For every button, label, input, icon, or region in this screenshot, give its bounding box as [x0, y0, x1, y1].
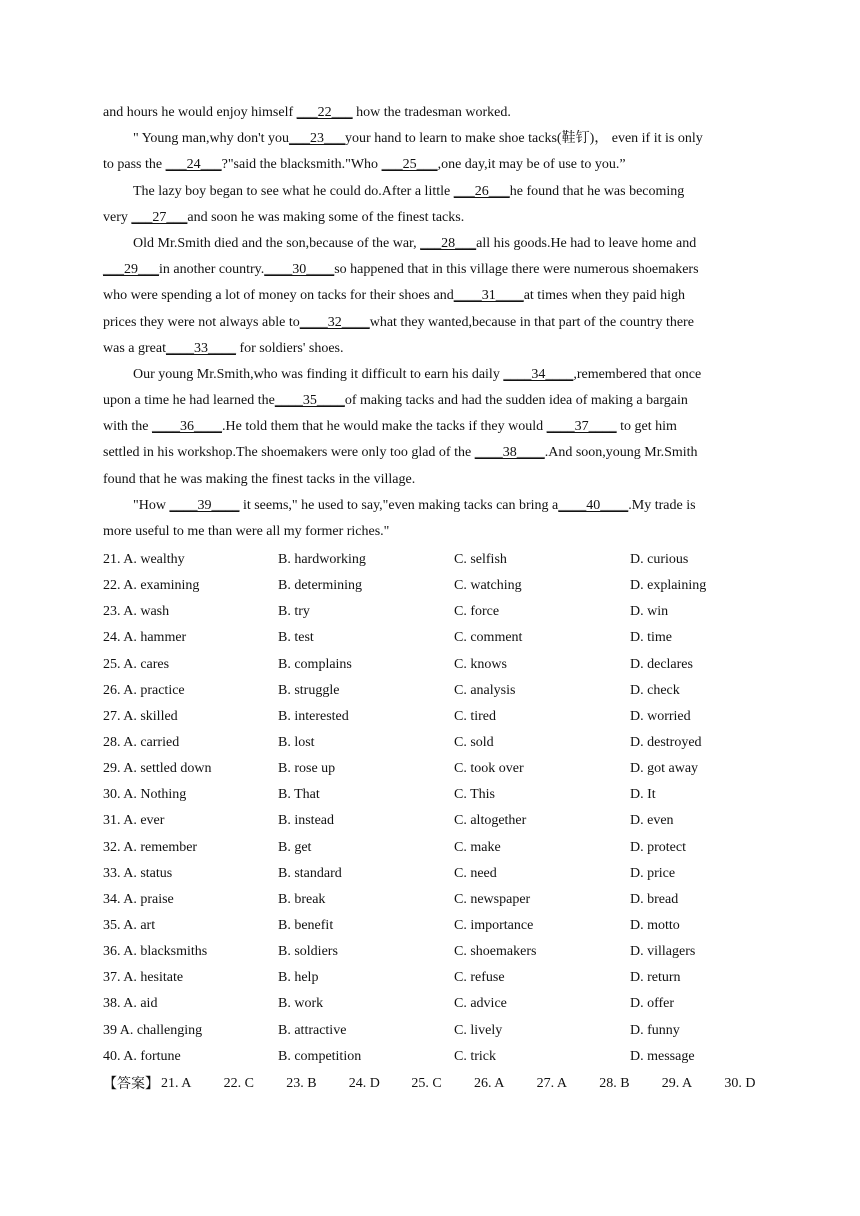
- option-choice: C. make: [454, 839, 501, 855]
- blank-number: ___24___: [165, 157, 222, 173]
- passage-text-segment: ,one day,it may be of use to you.”: [437, 157, 626, 173]
- option-choice: C. knows: [454, 656, 507, 672]
- option-choice: C. comment: [454, 630, 523, 646]
- option-row: [103, 939, 783, 965]
- option-row: [103, 835, 783, 861]
- passage-line: [103, 257, 763, 283]
- passage-line: [103, 336, 763, 362]
- passage-text-segment: Old Mr.Smith died and the son,because of the war,: [133, 235, 421, 251]
- option-choice: B. struggle: [278, 682, 340, 698]
- passage-line: [103, 100, 763, 126]
- option-choice: C. watching: [454, 578, 522, 594]
- option-choice: B. competition: [278, 1048, 362, 1064]
- passage-line: [103, 414, 763, 440]
- option-choice: C. altogether: [454, 813, 527, 829]
- passage-text-segment: your hand to learn to make shoe tacks(鞋钉)， even if it is only: [345, 131, 703, 147]
- passage-text-segment: with the: [103, 419, 152, 435]
- answer-item: 23. B: [286, 1076, 317, 1091]
- option-choice: D. protect: [630, 839, 686, 855]
- blank-number: ____38____: [474, 445, 545, 461]
- option-choice: B. work: [278, 996, 324, 1012]
- option-choice: 24. A. hammer: [103, 630, 187, 646]
- option-choice: B. try: [278, 604, 310, 620]
- option-row: [103, 991, 783, 1017]
- passage-line: [103, 519, 763, 545]
- passage-line: [103, 126, 763, 152]
- option-choice: 28. A. carried: [103, 734, 180, 750]
- blank-number: ____33____: [165, 340, 236, 356]
- blank-number: ___29___: [103, 262, 159, 278]
- option-row: [103, 1018, 783, 1044]
- passage-text-segment: " Young man,why don't you: [133, 131, 290, 147]
- blank-number: ___26___: [453, 183, 510, 199]
- option-choice: D. check: [630, 682, 680, 698]
- option-choice: B. instead: [278, 813, 334, 829]
- passage-text-segment: to pass the: [103, 157, 166, 173]
- blank-number: ____30____: [264, 262, 335, 278]
- option-choice: B. hardworking: [278, 552, 366, 567]
- passage-text-segment: all his goods.He had to leave home and: [476, 235, 697, 251]
- option-row: [103, 730, 783, 756]
- option-choice: B. get: [278, 839, 312, 855]
- option-choice: B. interested: [278, 708, 349, 724]
- option-choice: 36. A. blacksmiths: [103, 944, 208, 960]
- answer-item: 25. C: [411, 1076, 442, 1091]
- passage-line: [103, 205, 763, 231]
- passage-text-segment: what they wanted,because in that part of the country there: [369, 314, 694, 330]
- passage-line: [103, 179, 763, 205]
- option-choice: 35. A. art: [103, 917, 156, 933]
- passage-line: [103, 152, 763, 178]
- passage-text-segment: The lazy boy began to see what he could do.After a little: [133, 183, 454, 199]
- passage-text-segment: ?"said the blacksmith."Who: [221, 157, 382, 173]
- answer-item: 22. C: [223, 1076, 254, 1091]
- passage-text-segment: ,remembered that once: [573, 366, 702, 382]
- option-choice: D. curious: [630, 552, 689, 567]
- answer-item: 21. A: [161, 1076, 192, 1091]
- option-choice: B. benefit: [278, 917, 334, 933]
- option-choice: C. need: [454, 865, 497, 881]
- option-choice: C. tired: [454, 708, 496, 724]
- option-row: [103, 913, 783, 939]
- option-row: [103, 756, 783, 782]
- blank-number: ___23___: [289, 131, 346, 147]
- passage-text-segment: more useful to me than were all my former riches.": [103, 524, 390, 539]
- option-choice: 23. A. wash: [103, 604, 170, 620]
- blank-number: ____40____: [558, 497, 629, 513]
- options-list: [103, 547, 783, 1070]
- passage-text-segment: "How: [133, 497, 170, 513]
- option-row: [103, 861, 783, 887]
- answer-item: 29. A: [661, 1076, 693, 1091]
- option-row: [103, 808, 783, 834]
- option-choice: D. explaining: [630, 578, 707, 594]
- option-choice: B. standard: [278, 865, 342, 881]
- blank-number: ___22___: [296, 105, 353, 120]
- option-choice: 37. A. hesitate: [103, 970, 184, 986]
- passage-text-segment: so happened that in this village there were numerous shoemakers: [334, 262, 699, 278]
- answer-item: 24. D: [348, 1076, 380, 1091]
- option-choice: C. took over: [454, 761, 524, 777]
- option-row: [103, 1044, 783, 1070]
- option-choice: B. rose up: [278, 761, 336, 777]
- passage-text-segment: and soon he was making some of the finest tacks.: [187, 209, 465, 225]
- option-choice: B. complains: [278, 656, 352, 672]
- passage-text-segment: of making tacks and had the sudden idea of making a bargain: [344, 393, 688, 409]
- option-choice: C. selfish: [454, 552, 507, 567]
- passage-line: [103, 440, 763, 466]
- blank-number: ___28___: [420, 235, 477, 251]
- option-choice: B. lost: [278, 734, 315, 750]
- option-choice: 32. A. remember: [103, 839, 198, 855]
- passage-text-segment: .My trade is: [628, 497, 696, 513]
- passage-text-segment: for soldiers' shoes.: [235, 340, 344, 356]
- blank-number: ____39____: [169, 497, 240, 513]
- passage-line: [103, 283, 763, 309]
- passage-text-segment: who were spending a lot of money on tacks for their shoes and: [103, 288, 454, 304]
- option-choice: 22. A. examining: [103, 578, 200, 594]
- passage-line: [103, 362, 763, 388]
- option-choice: 26. A. practice: [103, 682, 185, 698]
- option-choice: D. worried: [630, 708, 691, 724]
- option-choice: 39 A. challenging: [103, 1022, 203, 1038]
- option-choice: B. determining: [278, 578, 362, 594]
- option-choice: B. That: [278, 787, 320, 803]
- option-choice: 34. A. praise: [103, 891, 174, 907]
- answer-label: 【答案】: [103, 1076, 159, 1092]
- option-choice: 29. A. settled down: [103, 761, 212, 777]
- option-choice: 27. A. skilled: [103, 708, 178, 724]
- passage-text-segment: it seems," he used to say,"even making tacks can bring a: [239, 497, 559, 513]
- blank-number: ____34____: [503, 366, 574, 382]
- answer-item: 26. A: [474, 1076, 505, 1091]
- blank-number: ___27___: [131, 209, 188, 225]
- option-choice: B. test: [278, 630, 314, 646]
- option-choice: C. sold: [454, 734, 494, 750]
- option-choice: C. newspaper: [454, 891, 531, 907]
- answer-key: [103, 1071, 783, 1097]
- option-choice: C. advice: [454, 996, 507, 1012]
- passage-line: [103, 231, 763, 257]
- option-choice: B. attractive: [278, 1022, 347, 1038]
- option-choice: C. trick: [454, 1048, 496, 1064]
- option-choice: C. shoemakers: [454, 944, 537, 960]
- option-choice: C. refuse: [454, 970, 505, 986]
- passage-line: [103, 388, 763, 414]
- passage-text-segment: how the tradesman worked.: [352, 105, 511, 120]
- option-row: [103, 678, 783, 704]
- passage-text-segment: prices they were not always able to: [103, 314, 300, 330]
- passage-line: [103, 493, 763, 519]
- option-row: [103, 652, 783, 678]
- passage-text-segment: was a great: [103, 340, 166, 356]
- option-choice: C. importance: [454, 917, 534, 933]
- answer-item: 27. A: [536, 1076, 567, 1091]
- option-row: [103, 782, 783, 808]
- option-choice: 25. A. cares: [103, 656, 170, 672]
- passage-text-segment: settled in his workshop.The shoemakers were only too glad of the: [103, 445, 475, 461]
- passage-text: [103, 100, 763, 545]
- option-choice: D. message: [630, 1048, 695, 1064]
- option-choice: 21. A. wealthy: [103, 552, 185, 567]
- blank-number: ___25___: [381, 157, 438, 173]
- option-choice: 31. A. ever: [103, 813, 165, 829]
- passage-text-segment: .And soon,young Mr.Smith: [544, 445, 698, 461]
- passage-text-segment: in another country.: [159, 262, 265, 278]
- option-choice: C. lively: [454, 1022, 503, 1038]
- blank-number: ____36____: [152, 419, 222, 435]
- blank-number: ____32____: [299, 314, 370, 330]
- passage-text-segment: he found that he was becoming: [509, 183, 685, 199]
- passage-text-segment: to get him: [616, 419, 677, 435]
- option-choice: D. price: [630, 865, 676, 881]
- option-choice: D. win: [630, 604, 669, 620]
- option-row: [103, 625, 783, 651]
- option-choice: 33. A. status: [103, 865, 173, 881]
- option-choice: B. soldiers: [278, 944, 338, 960]
- option-choice: D. got away: [630, 761, 699, 777]
- option-choice: D. It: [630, 787, 656, 803]
- passage-text-segment: found that he was making the finest tacks in the village.: [103, 471, 416, 487]
- option-choice: D. offer: [630, 996, 675, 1012]
- passage-line: [103, 467, 763, 493]
- option-choice: D. time: [630, 630, 672, 646]
- option-choice: D. destroyed: [630, 734, 702, 750]
- option-choice: C. force: [454, 604, 500, 620]
- option-choice: C. This: [454, 787, 495, 803]
- blank-number: ____37____: [546, 419, 617, 435]
- option-choice: D. even: [630, 813, 674, 829]
- passage-text-segment: Our young Mr.Smith,who was finding it difficult to earn his daily: [133, 366, 504, 382]
- option-choice: B. break: [278, 891, 326, 907]
- option-choice: D. bread: [630, 891, 679, 907]
- option-row: [103, 547, 783, 573]
- option-choice: D. declares: [630, 656, 693, 672]
- option-choice: 38. A. aid: [103, 996, 158, 1012]
- blank-number: ____31____: [453, 288, 524, 304]
- passage-text-segment: .He told them that he would make the tacks if they would: [222, 419, 547, 435]
- passage-text-segment: at times when they paid high: [523, 288, 686, 304]
- option-row: [103, 965, 783, 991]
- option-choice: D. motto: [630, 917, 680, 933]
- passage-text-segment: upon a time he had learned the: [103, 393, 275, 409]
- option-choice: 30. A. Nothing: [103, 787, 187, 803]
- option-choice: D. villagers: [630, 944, 696, 960]
- option-row: [103, 704, 783, 730]
- passage-text-segment: very: [103, 209, 132, 225]
- blank-number: ____35____: [274, 393, 345, 409]
- option-row: [103, 573, 783, 599]
- passage-line: [103, 310, 763, 336]
- option-choice: D. funny: [630, 1022, 680, 1038]
- answer-item: 30. D: [724, 1076, 756, 1091]
- option-choice: C. analysis: [454, 682, 516, 698]
- option-row: [103, 599, 783, 625]
- answer-item: 28. B: [599, 1076, 630, 1091]
- option-row: [103, 887, 783, 913]
- option-choice: 40. A. fortune: [103, 1048, 181, 1064]
- passage-text-segment: and hours he would enjoy himself: [103, 105, 297, 120]
- option-choice: D. return: [630, 970, 681, 986]
- option-choice: B. help: [278, 970, 319, 986]
